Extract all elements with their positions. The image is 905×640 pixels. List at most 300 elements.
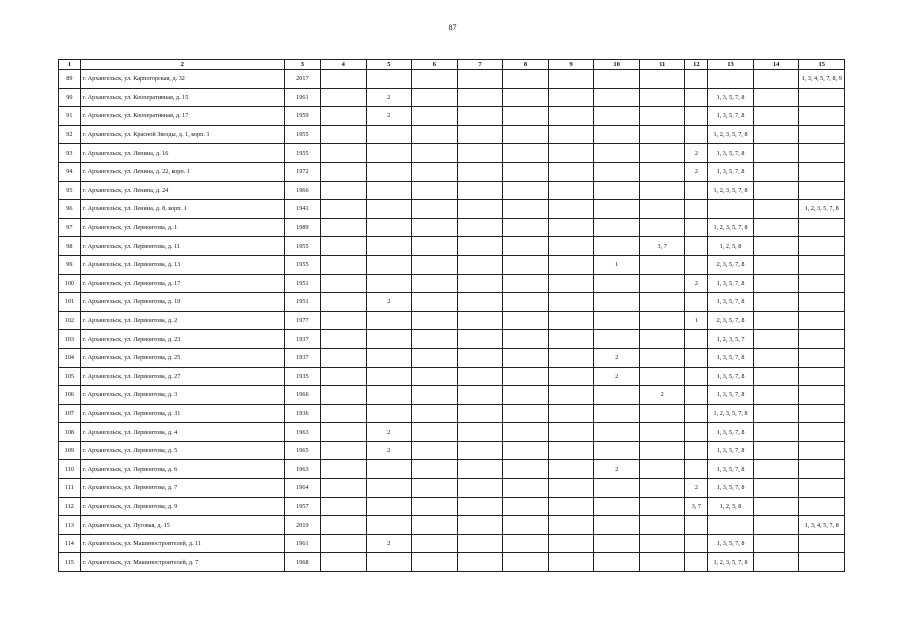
table-cell-col-4 xyxy=(320,125,366,144)
table-cell-col-7 xyxy=(457,367,503,386)
table-cell-col-11 xyxy=(639,293,685,312)
table-cell-col-4 xyxy=(320,293,366,312)
table-cell-col-9 xyxy=(548,386,594,405)
table-cell-col-9 xyxy=(548,293,594,312)
table-cell-col-3: 1966 xyxy=(284,386,320,405)
table-cell-col-14 xyxy=(753,348,799,367)
table-cell-col-7 xyxy=(457,404,503,423)
table-row xyxy=(59,88,845,107)
table-cell-col-14 xyxy=(753,404,799,423)
table-cell-col-13: 1, 2, 3, 5, 7, 8 xyxy=(708,125,754,144)
table-row xyxy=(59,460,845,479)
table-cell-col-13: 1, 2, 3, 5, 7, 8 xyxy=(708,218,754,237)
table-cell-col-6 xyxy=(412,423,458,442)
table-cell-col-1: 104 xyxy=(59,348,81,367)
table-row xyxy=(59,255,845,274)
column-header-5: 5 xyxy=(366,60,412,70)
table-cell-col-9 xyxy=(548,218,594,237)
table-cell-col-9 xyxy=(548,441,594,460)
table-cell-col-15 xyxy=(799,88,845,107)
table-cell-col-10 xyxy=(594,311,640,330)
table-cell-col-7 xyxy=(457,534,503,553)
table-cell-col-2: г. Архангельск, ул. Лермонтова, д. 23 xyxy=(80,330,284,349)
table-row xyxy=(59,441,845,460)
table-cell-col-10 xyxy=(594,534,640,553)
column-header-4: 4 xyxy=(320,60,366,70)
table-cell-col-15 xyxy=(799,293,845,312)
table-row xyxy=(59,423,845,442)
table-row xyxy=(59,516,845,535)
table-cell-col-2: г. Архангельск, ул. Лермонтова, д. 6 xyxy=(80,460,284,479)
table-cell-col-6 xyxy=(412,218,458,237)
table-cell-col-10 xyxy=(594,218,640,237)
table-cell-col-10 xyxy=(594,144,640,163)
table-cell-col-2: г. Архангельск, ул. Кооперативная, д. 17 xyxy=(80,107,284,126)
table-cell-col-13: 1, 3, 5, 7, 8 xyxy=(708,293,754,312)
table-cell-col-3: 1957 xyxy=(284,497,320,516)
table-cell-col-2: г. Архангельск, ул. Ленина, д. 22, корп. 1 xyxy=(80,162,284,181)
table-cell-col-14 xyxy=(753,88,799,107)
table-cell-col-10 xyxy=(594,553,640,572)
table-cell-col-15 xyxy=(799,255,845,274)
table-cell-col-11 xyxy=(639,181,685,200)
table-cell-col-6 xyxy=(412,293,458,312)
table-cell-col-12 xyxy=(685,218,708,237)
table-row xyxy=(59,70,845,89)
table-cell-col-12 xyxy=(685,255,708,274)
table-cell-col-3: 1961 xyxy=(284,88,320,107)
table-cell-col-15 xyxy=(799,311,845,330)
table-cell-col-7 xyxy=(457,348,503,367)
table-cell-col-13: 1, 3, 5, 7, 8 xyxy=(708,367,754,386)
table-cell-col-7 xyxy=(457,311,503,330)
table-cell-col-4 xyxy=(320,237,366,256)
table-cell-col-11: 2 xyxy=(639,386,685,405)
table-cell-col-5: 2 xyxy=(366,88,412,107)
table-cell-col-1: 110 xyxy=(59,460,81,479)
table-cell-col-8 xyxy=(503,144,549,163)
table-cell-col-6 xyxy=(412,144,458,163)
table-cell-col-8 xyxy=(503,330,549,349)
table-cell-col-2: г. Архангельск, ул. Лермонтова, д. 3 xyxy=(80,386,284,405)
table-cell-col-12: 1 xyxy=(685,311,708,330)
table-cell-col-4 xyxy=(320,88,366,107)
table-cell-col-4 xyxy=(320,553,366,572)
table-cell-col-3: 1955 xyxy=(284,255,320,274)
table-cell-col-6 xyxy=(412,386,458,405)
table-cell-col-15 xyxy=(799,125,845,144)
table-cell-col-9 xyxy=(548,125,594,144)
table-cell-col-1: 90 xyxy=(59,88,81,107)
table-cell-col-9 xyxy=(548,460,594,479)
table-row xyxy=(59,274,845,293)
table-cell-col-6 xyxy=(412,311,458,330)
table-cell-col-12 xyxy=(685,441,708,460)
table-cell-col-2: г. Архангельск, ул. Лермонтова, д. 25 xyxy=(80,348,284,367)
table-cell-col-15 xyxy=(799,348,845,367)
table-cell-col-1: 112 xyxy=(59,497,81,516)
table-cell-col-14 xyxy=(753,460,799,479)
table-cell-col-14 xyxy=(753,107,799,126)
table-cell-col-3: 1936 xyxy=(284,404,320,423)
table-cell-col-15 xyxy=(799,237,845,256)
table-cell-col-15 xyxy=(799,497,845,516)
table-cell-col-5 xyxy=(366,497,412,516)
column-header-7: 7 xyxy=(457,60,503,70)
table-cell-col-11 xyxy=(639,88,685,107)
table-cell-col-7 xyxy=(457,88,503,107)
table-row xyxy=(59,534,845,553)
table-cell-col-15 xyxy=(799,386,845,405)
table-cell-col-5 xyxy=(366,237,412,256)
table-cell-col-8 xyxy=(503,404,549,423)
table-cell-col-12 xyxy=(685,237,708,256)
table-cell-col-15 xyxy=(799,144,845,163)
table-cell-col-2: г. Архангельск, ул. Ленина, д. 8, корп. 1 xyxy=(80,200,284,219)
table-cell-col-7 xyxy=(457,330,503,349)
table-cell-col-14 xyxy=(753,200,799,219)
table-cell-col-11 xyxy=(639,330,685,349)
table-cell-col-1: 105 xyxy=(59,367,81,386)
table-cell-col-15 xyxy=(799,479,845,498)
header-row xyxy=(59,60,845,70)
table-row xyxy=(59,497,845,516)
table-cell-col-12: 2 xyxy=(685,162,708,181)
table-cell-col-6 xyxy=(412,441,458,460)
table-cell-col-10 xyxy=(594,386,640,405)
table-cell-col-3: 1972 xyxy=(284,162,320,181)
table-cell-col-8 xyxy=(503,348,549,367)
table-cell-col-7 xyxy=(457,237,503,256)
table-cell-col-9 xyxy=(548,497,594,516)
table-cell-col-8 xyxy=(503,553,549,572)
column-header-3: 3 xyxy=(284,60,320,70)
table-cell-col-13: 1, 2, 3, 5, 7, 8 xyxy=(708,404,754,423)
table-cell-col-13 xyxy=(708,200,754,219)
table-cell-col-4 xyxy=(320,162,366,181)
table-cell-col-7 xyxy=(457,70,503,89)
table-cell-col-2: г. Архангельск, ул. Лермонтова, д. 5 xyxy=(80,441,284,460)
table-cell-col-9 xyxy=(548,516,594,535)
table-cell-col-7 xyxy=(457,200,503,219)
table-cell-col-7 xyxy=(457,144,503,163)
table-cell-col-15 xyxy=(799,441,845,460)
table-cell-col-10 xyxy=(594,162,640,181)
table-cell-col-12 xyxy=(685,348,708,367)
table-cell-col-1: 115 xyxy=(59,553,81,572)
table-cell-col-14 xyxy=(753,274,799,293)
table-cell-col-8 xyxy=(503,441,549,460)
table-cell-col-13: 1, 3, 5, 7, 8 xyxy=(708,423,754,442)
table-cell-col-5 xyxy=(366,144,412,163)
table-cell-col-11 xyxy=(639,125,685,144)
table-cell-col-3: 1955 xyxy=(284,144,320,163)
table-cell-col-13: 1, 3, 5, 7, 8 xyxy=(708,162,754,181)
table-cell-col-13: 1, 2, 5, 8 xyxy=(708,237,754,256)
table-cell-col-5 xyxy=(366,70,412,89)
table-cell-col-6 xyxy=(412,534,458,553)
table-cell-col-8 xyxy=(503,516,549,535)
table-cell-col-4 xyxy=(320,423,366,442)
table-cell-col-8 xyxy=(503,460,549,479)
table-cell-col-14 xyxy=(753,330,799,349)
table-cell-col-10 xyxy=(594,423,640,442)
table-cell-col-8 xyxy=(503,218,549,237)
table-cell-col-10: 2 xyxy=(594,460,640,479)
table-cell-col-2: г. Архангельск, ул. Лермонтова, д. 2 xyxy=(80,311,284,330)
table-cell-col-11 xyxy=(639,311,685,330)
table-cell-col-6 xyxy=(412,330,458,349)
table-cell-col-4 xyxy=(320,516,366,535)
table-cell-col-1: 95 xyxy=(59,181,81,200)
table-cell-col-7 xyxy=(457,441,503,460)
table-cell-col-4 xyxy=(320,311,366,330)
table-cell-col-8 xyxy=(503,181,549,200)
table-cell-col-5 xyxy=(366,311,412,330)
table-cell-col-14 xyxy=(753,311,799,330)
table-cell-col-12: 2 xyxy=(685,479,708,498)
column-header-6: 6 xyxy=(412,60,458,70)
table-cell-col-11 xyxy=(639,162,685,181)
table-cell-col-6 xyxy=(412,348,458,367)
table-cell-col-11 xyxy=(639,497,685,516)
table-cell-col-6 xyxy=(412,367,458,386)
table-row xyxy=(59,293,845,312)
table-cell-col-10 xyxy=(594,70,640,89)
table-cell-col-7 xyxy=(457,386,503,405)
table-cell-col-14 xyxy=(753,144,799,163)
table-cell-col-10 xyxy=(594,107,640,126)
table-cell-col-3: 1964 xyxy=(284,479,320,498)
table-cell-col-13: 2, 3, 5, 7, 8 xyxy=(708,255,754,274)
table-cell-col-2: г. Архангельск, ул. Лермонтова, д. 1 xyxy=(80,218,284,237)
table-cell-col-7 xyxy=(457,218,503,237)
column-header-14: 14 xyxy=(753,60,799,70)
table-cell-col-11 xyxy=(639,516,685,535)
table-cell-col-8 xyxy=(503,255,549,274)
table-cell-col-10 xyxy=(594,330,640,349)
table-cell-col-5 xyxy=(366,348,412,367)
table-cell-col-9 xyxy=(548,162,594,181)
table-cell-col-12 xyxy=(685,125,708,144)
table-cell-col-6 xyxy=(412,88,458,107)
table-cell-col-7 xyxy=(457,553,503,572)
table-row xyxy=(59,386,845,405)
table-cell-col-14 xyxy=(753,125,799,144)
table-cell-col-4 xyxy=(320,200,366,219)
table-cell-col-3: 1989 xyxy=(284,218,320,237)
table-cell-col-8 xyxy=(503,125,549,144)
table-cell-col-3: 1955 xyxy=(284,125,320,144)
table-cell-col-5 xyxy=(366,181,412,200)
table-cell-col-5 xyxy=(366,274,412,293)
table-cell-col-5 xyxy=(366,162,412,181)
table-cell-col-13: 1, 3, 5, 7, 8 xyxy=(708,107,754,126)
table-cell-col-10 xyxy=(594,274,640,293)
table-cell-col-2: г. Архангельск, ул. Лермонтова, д. 17 xyxy=(80,274,284,293)
table-cell-col-7 xyxy=(457,107,503,126)
table-cell-col-8 xyxy=(503,200,549,219)
table-cell-col-8 xyxy=(503,107,549,126)
column-header-8: 8 xyxy=(503,60,549,70)
table-cell-col-11 xyxy=(639,553,685,572)
data-table xyxy=(58,59,845,572)
table-cell-col-1: 114 xyxy=(59,534,81,553)
table-cell-col-10 xyxy=(594,441,640,460)
table-cell-col-11 xyxy=(639,255,685,274)
table-cell-col-8 xyxy=(503,88,549,107)
table-cell-col-11 xyxy=(639,348,685,367)
table-row xyxy=(59,348,845,367)
table-row xyxy=(59,330,845,349)
table-row xyxy=(59,144,845,163)
table-cell-col-1: 92 xyxy=(59,125,81,144)
table-cell-col-4 xyxy=(320,255,366,274)
table-cell-col-15: 1, 3, 4, 5, 7, 8 xyxy=(799,516,845,535)
table-cell-col-2: г. Архангельск, ул. Лермонтова, д. 19 xyxy=(80,293,284,312)
table-cell-col-3: 1951 xyxy=(284,293,320,312)
table-cell-col-11 xyxy=(639,423,685,442)
table-cell-col-12 xyxy=(685,70,708,89)
table-cell-col-4 xyxy=(320,274,366,293)
table-cell-col-1: 93 xyxy=(59,144,81,163)
table-cell-col-14 xyxy=(753,441,799,460)
table-cell-col-6 xyxy=(412,125,458,144)
table-cell-col-13 xyxy=(708,516,754,535)
table-cell-col-9 xyxy=(548,367,594,386)
table-cell-col-4 xyxy=(320,107,366,126)
table-cell-col-11 xyxy=(639,479,685,498)
table-cell-col-14 xyxy=(753,516,799,535)
table-row xyxy=(59,125,845,144)
table-cell-col-6 xyxy=(412,497,458,516)
table-cell-col-4 xyxy=(320,534,366,553)
table-cell-col-9 xyxy=(548,404,594,423)
page-number: 87 xyxy=(448,23,457,32)
table-cell-col-8 xyxy=(503,237,549,256)
table-cell-col-3: 1963 xyxy=(284,423,320,442)
table-cell-col-8 xyxy=(503,479,549,498)
table-cell-col-15 xyxy=(799,460,845,479)
table-cell-col-14 xyxy=(753,367,799,386)
table-cell-col-12 xyxy=(685,293,708,312)
table-cell-col-2: г. Архангельск, ул. Лермонтова, д. 13 xyxy=(80,255,284,274)
table-cell-col-6 xyxy=(412,516,458,535)
table-cell-col-11 xyxy=(639,70,685,89)
table-cell-col-15: 1, 2, 3, 5, 7, 8 xyxy=(799,200,845,219)
table-cell-col-13: 1, 3, 5, 7, 8 xyxy=(708,274,754,293)
table-cell-col-4 xyxy=(320,218,366,237)
table-cell-col-10 xyxy=(594,497,640,516)
table-cell-col-7 xyxy=(457,255,503,274)
table-row xyxy=(59,367,845,386)
table-cell-col-1: 108 xyxy=(59,423,81,442)
table-cell-col-9 xyxy=(548,200,594,219)
table-cell-col-12 xyxy=(685,200,708,219)
table-cell-col-3: 1937 xyxy=(284,330,320,349)
table-cell-col-11 xyxy=(639,144,685,163)
table-cell-col-12 xyxy=(685,367,708,386)
table-cell-col-2: г. Архангельск, ул. Лермонтова, д. 11 xyxy=(80,237,284,256)
table-cell-col-13: 1, 3, 5, 7, 8 xyxy=(708,441,754,460)
table-cell-col-10 xyxy=(594,237,640,256)
table-cell-col-1: 94 xyxy=(59,162,81,181)
table-cell-col-4 xyxy=(320,386,366,405)
table-cell-col-5: 2 xyxy=(366,293,412,312)
table-cell-col-6 xyxy=(412,255,458,274)
table-cell-col-8 xyxy=(503,293,549,312)
table-cell-col-14 xyxy=(753,386,799,405)
table-cell-col-10: 2 xyxy=(594,348,640,367)
table-cell-col-14 xyxy=(753,255,799,274)
table-cell-col-1: 107 xyxy=(59,404,81,423)
table-cell-col-5 xyxy=(366,460,412,479)
table-cell-col-9 xyxy=(548,553,594,572)
table-cell-col-2: г. Архангельск, ул. Машиностроителей, д. 11 xyxy=(80,534,284,553)
table-cell-col-4 xyxy=(320,144,366,163)
table-cell-col-12 xyxy=(685,534,708,553)
table-cell-col-6 xyxy=(412,460,458,479)
table-cell-col-5: 2 xyxy=(366,423,412,442)
table-cell-col-8 xyxy=(503,274,549,293)
table-cell-col-7 xyxy=(457,460,503,479)
table-cell-col-12 xyxy=(685,423,708,442)
table-cell-col-12 xyxy=(685,404,708,423)
table-cell-col-1: 103 xyxy=(59,330,81,349)
table-cell-col-7 xyxy=(457,162,503,181)
column-header-12: 12 xyxy=(685,60,708,70)
table-cell-col-10 xyxy=(594,293,640,312)
table-cell-col-1: 91 xyxy=(59,107,81,126)
column-header-13: 13 xyxy=(708,60,754,70)
table-cell-col-6 xyxy=(412,274,458,293)
table-cell-col-12 xyxy=(685,88,708,107)
table-cell-col-5 xyxy=(366,200,412,219)
table-cell-col-5 xyxy=(366,255,412,274)
table-cell-col-1: 99 xyxy=(59,255,81,274)
table-cell-col-4 xyxy=(320,348,366,367)
table-cell-col-11 xyxy=(639,107,685,126)
table-cell-col-13: 1, 2, 5, 8 xyxy=(708,497,754,516)
table-cell-col-9 xyxy=(548,274,594,293)
table-cell-col-15 xyxy=(799,423,845,442)
table-cell-col-12 xyxy=(685,553,708,572)
table-cell-col-15 xyxy=(799,553,845,572)
table-cell-col-6 xyxy=(412,107,458,126)
table-cell-col-4 xyxy=(320,479,366,498)
table-cell-col-4 xyxy=(320,367,366,386)
table-cell-col-6 xyxy=(412,404,458,423)
table-cell-col-8 xyxy=(503,162,549,181)
table-cell-col-13: 1, 2, 3, 5, 7, 8 xyxy=(708,553,754,572)
table-cell-col-13: 1, 2, 3, 5, 7 xyxy=(708,330,754,349)
table-cell-col-13: 1, 3, 5, 7, 8 xyxy=(708,479,754,498)
table-cell-col-12 xyxy=(685,330,708,349)
table-cell-col-12 xyxy=(685,516,708,535)
table-cell-col-12 xyxy=(685,181,708,200)
table-cell-col-9 xyxy=(548,311,594,330)
table-row xyxy=(59,162,845,181)
column-header-9: 9 xyxy=(548,60,594,70)
table-cell-col-3: 1937 xyxy=(284,348,320,367)
table-cell-col-14 xyxy=(753,218,799,237)
table-cell-col-7 xyxy=(457,274,503,293)
table-cell-col-11 xyxy=(639,404,685,423)
table-cell-col-1: 106 xyxy=(59,386,81,405)
table-cell-col-10 xyxy=(594,404,640,423)
table-cell-col-4 xyxy=(320,181,366,200)
table-cell-col-11 xyxy=(639,274,685,293)
